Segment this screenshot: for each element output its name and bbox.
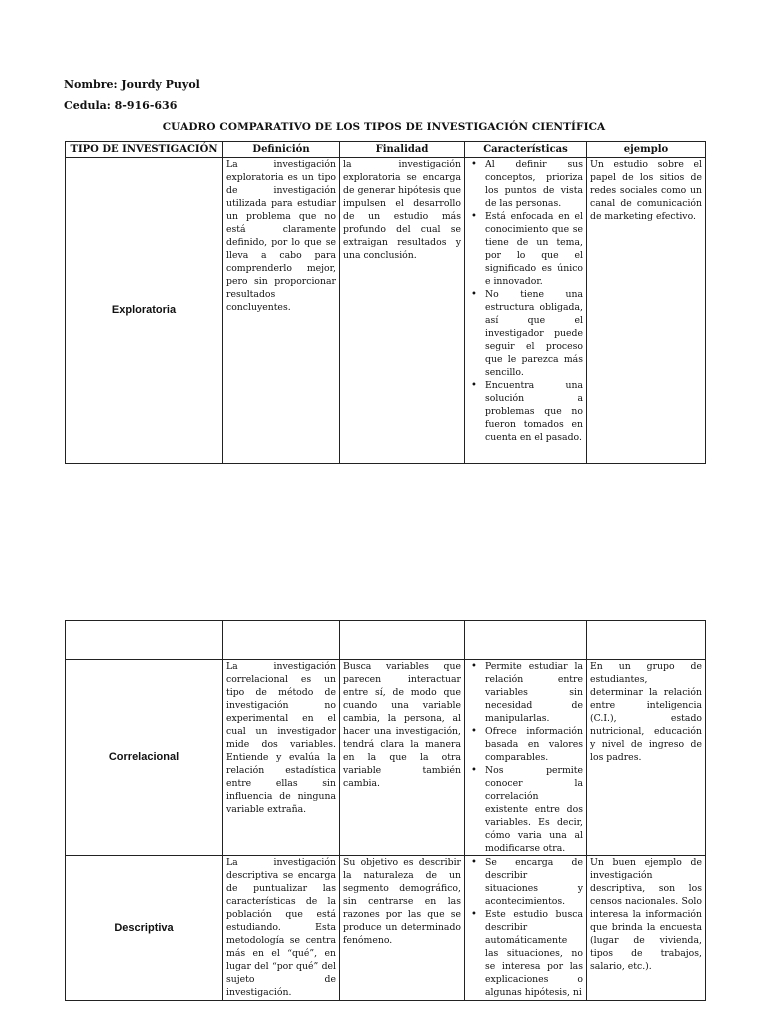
caracteristicas-cell <box>465 856 587 1001</box>
caracteristicas-list <box>468 660 583 855</box>
header-tipo: TIPO DE INVESTIGACIÓN <box>66 142 223 158</box>
header-ejemplo: ejemplo <box>587 142 706 158</box>
definicion-cell: La investigación descriptiva se encarga de puntualizar las características de la población que está estudiando. Esta metodología se centra más en el “qué”, en lugar del “por qué” del sujeto de investigación. <box>223 856 340 1001</box>
empty-cell <box>587 621 706 660</box>
list-item: • No tiene una estructura obligada, así que el investigador puede seguir el proceso que le parezca más sencillo. <box>485 288 583 379</box>
list-item: • Nos permite conocer la correlación existente entre dos variables. Es decir, cómo varia una al modificarse otra. <box>485 764 583 855</box>
header-definicion: Definición <box>223 142 340 158</box>
definicion-cell: La investigación correlacional es un tipo de método de investigación no experimental en el cual un investigador mide dos variables. Entiende y evalúa la relación estadística entre ellas sin influencia de ninguna variable extraña. <box>223 660 340 856</box>
list-item: • Encuentra una solución a problemas que no fueron tomados en cuenta en el pasado. <box>485 379 583 444</box>
list-item: • Se encarga de describir situaciones y acontecimientos. <box>485 856 583 908</box>
comparison-table-page2 <box>65 620 706 1001</box>
table-row <box>66 660 706 856</box>
document-title: CUADRO COMPARATIVO DE LOS TIPOS DE INVESTIGACIÓN CIENTÍFICA <box>162 121 606 133</box>
table-row <box>66 158 706 464</box>
finalidad-cell: Su objetivo es describir la naturaleza de un segmento demográfico, sin centrarse en las razones por las que se produce un determinado fenómeno. <box>340 856 465 1001</box>
tipo-cell: Correlacional <box>66 660 223 856</box>
caracteristicas-cell <box>465 158 587 464</box>
comparison-table-page1 <box>65 141 706 464</box>
empty-cell <box>66 621 223 660</box>
list-item: • Este estudio busca describir automáticamente las situaciones, no se interesa por las explicaciones o algunas hipótesis, ni <box>485 908 583 999</box>
table-row <box>66 856 706 1001</box>
tipo-cell: Descriptiva <box>66 856 223 1001</box>
list-item: • Al definir sus conceptos, prioriza los puntos de vista de las personas. <box>485 158 583 210</box>
caracteristicas-cell <box>465 660 587 856</box>
finalidad-cell: Busca variables que parecen interactuar entre sí, de modo que cuando una variable cambia, la persona, al hacer una investigación, tendrá clara la manera en la que la otra variable también cambia. <box>340 660 465 856</box>
caracteristicas-list <box>468 856 583 999</box>
list-item: • Ofrece información basada en valores comparables. <box>485 725 583 764</box>
empty-cell <box>340 621 465 660</box>
caracteristicas-list <box>468 158 583 444</box>
header-finalidad: Finalidad <box>340 142 465 158</box>
student-name: Nombre: Jourdy Puyol <box>64 78 200 91</box>
definicion-cell: La investigación exploratoria es un tipo de investigación utilizada para estudiar un problema que no está claramente definido, por lo que se lleva a cabo para comprenderlo mejor, pero sin proporcionar resultados concluyentes. <box>223 158 340 464</box>
empty-cell <box>465 621 587 660</box>
empty-cell <box>223 621 340 660</box>
student-id: Cedula: 8-916-636 <box>64 99 178 112</box>
ejemplo-cell: Un estudio sobre el papel de los sitios de redes sociales como un canal de comunicación de marketing efectivo. <box>587 158 706 464</box>
list-item: • Permite estudiar la relación entre variables sin necesidad de manipularlas. <box>485 660 583 725</box>
finalidad-cell: la investigación exploratoria se encarga de generar hipótesis que impulsen el desarrollo de un estudio más profundo del cual se extraigan resultados y una conclusión. <box>340 158 465 464</box>
ejemplo-cell: En un grupo de estudiantes, determinar la relación entre inteligencia (C.I.), estado nutricional, educación y nivel de ingreso de los padres. <box>587 660 706 856</box>
list-item: • Está enfocada en el conocimiento que se tiene de un tema, por lo que el significado es único e innovador. <box>485 210 583 288</box>
ejemplo-cell: Un buen ejemplo de investigación descriptiva, son los censos nacionales. Solo interesa la información que brinda la encuesta (lugar de vivienda, tipos de trabajos, salario, etc.). <box>587 856 706 1001</box>
header-row <box>66 142 706 158</box>
tipo-cell: Exploratoria <box>66 158 223 464</box>
header-caracteristicas: Características <box>465 142 587 158</box>
empty-header-row <box>66 621 706 660</box>
